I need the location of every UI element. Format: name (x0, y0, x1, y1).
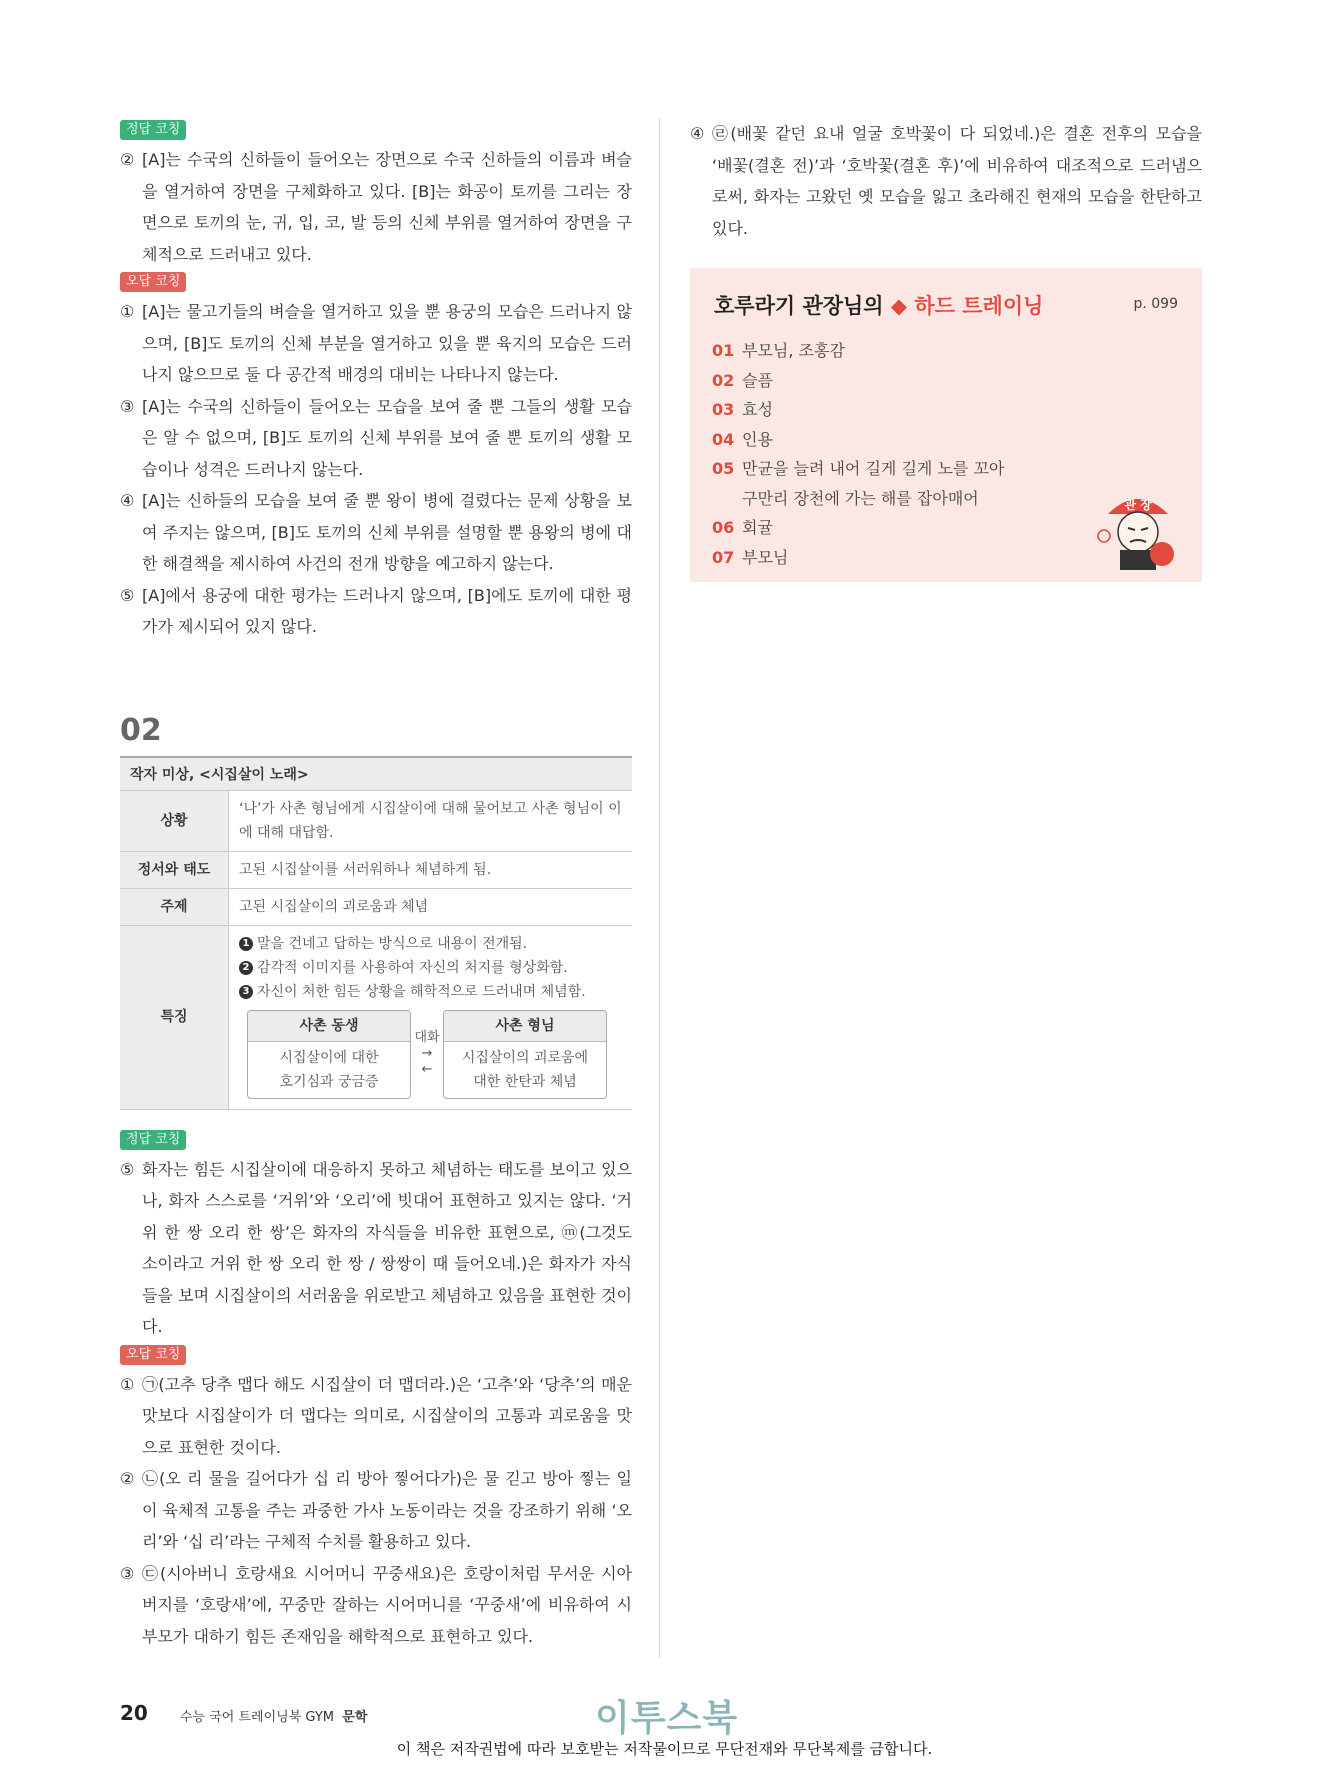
book-subject: 문학 (342, 1710, 368, 1725)
correct-coaching-badge: 정답 코칭 (120, 120, 186, 140)
right-column (690, 118, 1202, 244)
arrow-right-icon: → (421, 1046, 433, 1061)
feature-line (239, 980, 622, 1004)
answer-key-row (712, 513, 1092, 543)
answer-key-row (712, 454, 1092, 484)
item-number: ⑤ (120, 585, 135, 605)
item-number: ⑤ (120, 1159, 135, 1179)
answer-key-number: 02 (712, 370, 735, 390)
answer-key-row (712, 336, 1092, 366)
feature-line (239, 932, 622, 956)
answer-key-text: 회귤 (742, 518, 773, 537)
answer-key-text: 인용 (742, 429, 773, 449)
answer-key-text: 만균을 늘려 내어 길게 길게 노를 꼬아 (742, 459, 1005, 478)
list-item (120, 144, 632, 270)
table-row (120, 790, 632, 851)
arrow-left-icon: ← (421, 1062, 433, 1077)
answer-key-row (712, 543, 1092, 573)
speaker-box-cousin-younger (247, 1010, 411, 1099)
speaker-box-cousin-elder (443, 1010, 607, 1099)
question-number: 02 (120, 712, 162, 748)
answer-key-number: 07 (712, 547, 735, 567)
correct-answer-list (120, 1154, 632, 1343)
box-title (714, 290, 1043, 320)
right-answer-list (690, 118, 1202, 244)
table-head: 작자 미상, <시집살이 노래> (120, 757, 632, 791)
dialog-diagram (247, 1010, 622, 1099)
hard-training-box (690, 268, 1202, 582)
number-circle-icon: 2 (239, 961, 253, 975)
publisher-logo: 이투스북 (595, 1698, 739, 1739)
feature-text: 감각적 이미지를 사용하여 자신의 처지를 형상화함. (257, 959, 568, 976)
list-item (120, 1463, 632, 1558)
page-number: 20 (120, 1701, 148, 1725)
item-number: ② (120, 1469, 135, 1488)
book-title (180, 1706, 367, 1725)
answer-key-number: 04 (712, 429, 735, 449)
poem-info-table (120, 756, 632, 1110)
speaker-content (444, 1042, 606, 1098)
item-number: ④ (690, 124, 705, 143)
row-label: 주제 (120, 888, 229, 925)
item-text: ㉣(배꽃 같던 요내 얼굴 호박꽃이 다 되었네.)은 결혼 전후의 모습을 ‘배꽃(결혼 전)’과 ‘호박꽃(결혼 후)’에 비유하여 대조적으로 드러냄으로써, 화자는 고왔던 옛 모습을 잃고 초라해진 현재의 모습을 한탄하고 있다. (712, 124, 1202, 238)
list-item (120, 485, 632, 580)
item-text: [A]는 수국의 신하들이 들어오는 모습을 보여 줄 뿐 그들의 생활 모습은 알 수 없으며, [B]도 토끼의 신체 부위를 보여 줄 뿐 토끼의 생활 모습이나 성격은 드러나지 않는다. (142, 396, 632, 479)
row-label: 특징 (120, 925, 229, 1109)
book-name: 수능 국어 트레이닝북 GYM (180, 1710, 335, 1725)
row-label: 상황 (120, 790, 229, 851)
speaker-title: 사촌 동생 (248, 1011, 410, 1042)
item-text: [A]는 수국의 신하들이 들어오는 장면으로 수국 신하들의 이름과 벼슬을 열거하여 장면을 구체화하고 있다. [B]는 화공이 토끼를 그리는 장면으로 토끼의 눈, 귀, 입, 코, 발 등의 신체 부위를 열거하여 장면을 구체적으로 드러내고 있다. (142, 150, 632, 264)
answer-key-row (712, 425, 1092, 455)
list-item (120, 1154, 632, 1343)
list-item (120, 391, 632, 486)
row-value: 고된 시집살이를 서러워하나 체념하게 됨. (229, 851, 633, 888)
item-number: ① (120, 1374, 135, 1394)
wrong-coaching-badge: 오답 코칭 (120, 272, 186, 292)
row-value: ‘나’가 사촌 형님에게 시집살이에 대해 물어보고 사촌 형님이 이에 대해 대답함. (229, 790, 633, 851)
wrong-coaching-badge: 오답 코칭 (120, 1345, 186, 1365)
dialog-label: 대화 (414, 1030, 440, 1045)
list-item (120, 580, 632, 643)
answer-key-row (712, 395, 1092, 425)
number-circle-icon: 3 (239, 985, 253, 999)
number-circle-icon: 1 (239, 937, 253, 951)
answer-key-list (712, 336, 1092, 572)
item-text: ㉠(고추 당추 맵다 해도 시집살이 더 맵더라.)은 ‘고추’와 ‘당추’의 매운맛보다 시집살이가 더 맵다는 의미로, 시집살이의 고통과 괴로움을 맛으로 표현한 것이다. (142, 1374, 632, 1457)
table-row (120, 888, 632, 925)
speaker-line: 시집살이에 대한 (279, 1049, 379, 1066)
speaker-content (248, 1042, 410, 1098)
item-text: ㉢(시아버니 호랑새요 시어머니 꾸중새요)은 호랑이처럼 무서운 시아버지를 ‘호랑새’에, 꾸중만 잘하는 시어머니를 ‘꾸중새’에 비유하여 시부모가 대하기 힘든 존재임을 해학적으로 표현하고 있다. (142, 1563, 632, 1646)
list-item (120, 1369, 632, 1464)
answer-key-number (712, 484, 742, 514)
answer-key-text: 구만리 장천에 가는 해를 잡아매어 (742, 488, 979, 508)
item-number: ② (120, 150, 135, 169)
mascot-hat-text: 관 장 (1124, 498, 1152, 512)
copyright-notice: 이 책은 저작권법에 따라 보호받는 저작물이므로 무단전재와 무단복제를 금합니다. (396, 1740, 933, 1758)
list-item (120, 1558, 632, 1653)
answer-key-text: 부모님, 조홍감 (742, 341, 845, 360)
answer-key-number: 06 (712, 518, 735, 537)
answer-key-text: 슬픔 (742, 370, 773, 390)
box-title-prefix: 호루라기 관장님의 (714, 294, 891, 318)
list-item (120, 296, 632, 391)
feature-line (239, 956, 622, 980)
feature-cell (229, 925, 633, 1109)
row-label: 정서와 태도 (120, 851, 229, 888)
wrong-answer-list (120, 296, 632, 643)
answer-key-row (712, 366, 1092, 396)
speaker-line: 시집살이의 괴로움에 (461, 1049, 589, 1066)
row-value: 고된 시집살이의 괴로움과 체념 (229, 888, 633, 925)
answer-key-number: 01 (712, 341, 735, 360)
item-text: [A]는 신하들의 모습을 보여 줄 뿐 왕이 병에 걸렸다는 문제 상황을 보여 주지는 않으며, [B]도 토끼의 신체 부위를 설명할 뿐 용왕의 병에 대한 해결책을 제시하여 사건의 전개 방향을 예고하지 않는다. (142, 491, 632, 573)
feature-text: 자신이 처한 힘든 상황을 해학적으로 드러내며 체념함. (257, 983, 586, 1000)
left-column (120, 118, 632, 1652)
item-text: [A]는 물고기들의 벼슬을 열거하고 있을 뿐 용궁의 모습은 드러나지 않으며, [B]도 토끼의 신체 부분을 열거하고 있을 뿐 육지의 모습은 드러나지 않으므로 둘 다 공간적 배경의 대비는 나타나지 않는다. (142, 302, 632, 384)
list-item (690, 118, 1202, 244)
answer-key-number: 03 (712, 400, 735, 419)
table-row (120, 925, 632, 1109)
feature-text: 말을 건네고 답하는 방식으로 내용이 전개됨. (257, 935, 528, 952)
item-number: ④ (120, 491, 135, 510)
answer-key-number: 05 (712, 459, 735, 478)
box-title-suffix: 하드 트레이닝 (914, 294, 1044, 318)
answer-key-text: 부모님 (742, 547, 789, 567)
column-divider (659, 118, 660, 1658)
table-row (120, 851, 632, 888)
wrong-answer-list (120, 1369, 632, 1653)
item-number: ③ (120, 396, 135, 416)
item-number: ③ (120, 1563, 135, 1583)
item-text: 화자는 힘든 시집살이에 대응하지 못하고 체념하는 태도를 보이고 있으나, 화자 스스로를 ‘거위’와 ‘오리’에 빗대어 표현하고 있지는 않다. ‘거위 한 쌍 오리 한 쌍’은 화자의 자식들을 비유한 표현으로, ⓜ(그것도 소이라고 거위 한 쌍 오리 한 쌍 / 쌍쌍이 때 들어오네.)은 화자가 자식들을 보며 시집살이의 서러움을 위로받고 체념하고 있음을 표현한 것이다. (142, 1159, 632, 1336)
item-text: ㉡(오 리 물을 길어다가 십 리 방아 찧어다가)은 물 긷고 방아 찧는 일이 육체적 고통을 주는 과중한 가사 노동이라는 것을 강조하기 위해 ‘오 리’와 ‘십 리’라는 구체적 수치를 활용하고 있다. (142, 1469, 632, 1551)
whistle-icon: ◆ (890, 294, 908, 318)
speaker-line: 호기심과 궁금증 (279, 1073, 379, 1090)
answer-key-row (712, 484, 1092, 514)
correct-answer-list (120, 144, 632, 270)
page-reference: p. 099 (1133, 296, 1178, 312)
coach-mascot-icon (1090, 484, 1186, 570)
correct-coaching-badge: 정답 코칭 (120, 1130, 186, 1150)
item-number: ① (120, 302, 135, 321)
dialog-arrows (411, 1030, 443, 1078)
speaker-title: 사촌 형님 (444, 1011, 606, 1042)
answer-key-text: 효성 (742, 400, 773, 419)
speaker-line: 대한 한탄과 체념 (473, 1073, 577, 1090)
item-text: [A]에서 용궁에 대한 평가는 드러나지 않으며, [B]에도 토끼에 대한 평가가 제시되어 있지 않다. (142, 585, 632, 636)
